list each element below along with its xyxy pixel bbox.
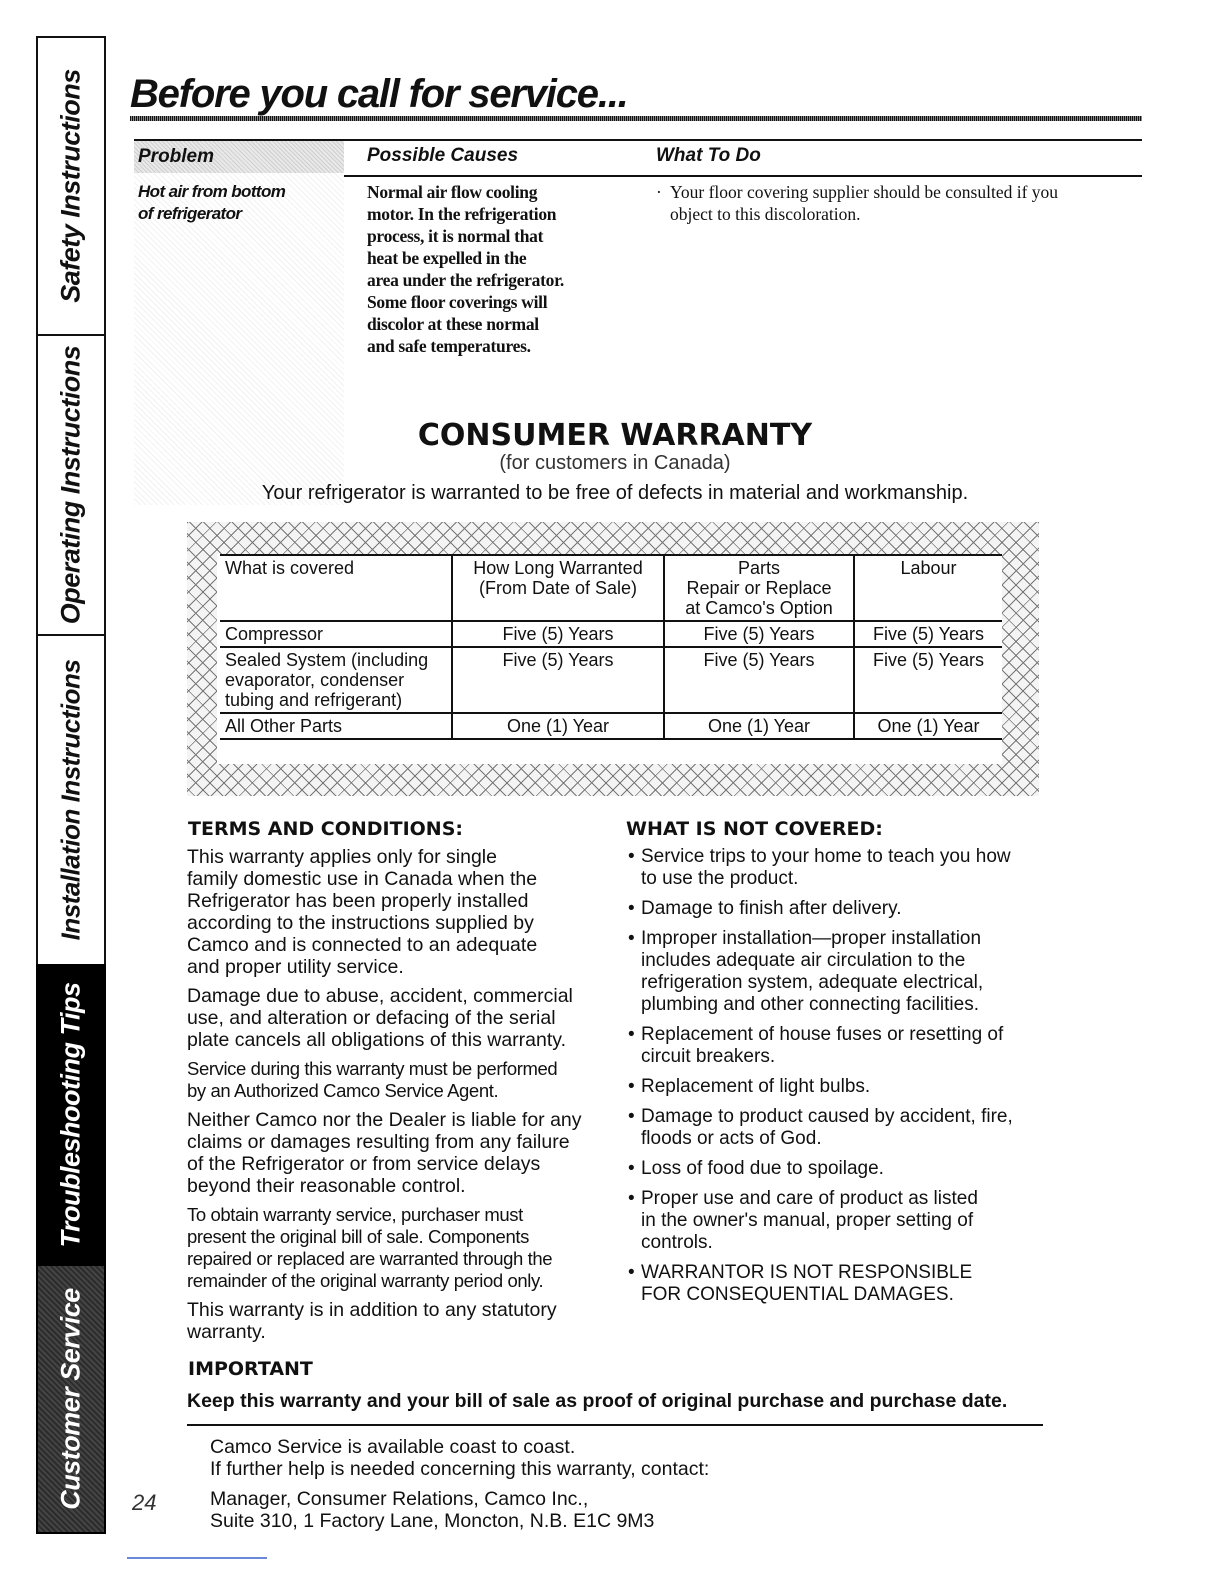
item-line: controls. <box>641 1232 713 1253</box>
header-what-is-covered <box>220 555 452 621</box>
terms-body <box>187 846 607 1350</box>
possible-causes-text <box>367 181 597 357</box>
footer-link-line <box>127 1557 267 1559</box>
item-line: All Other Parts <box>225 716 343 736</box>
header-line: at Camco's Option <box>685 598 833 618</box>
cell-parts: Five (5) Years <box>664 647 854 713</box>
cell-labour: Five (5) Years <box>854 621 1002 647</box>
terms-line: Service during this warranty must be performed <box>187 1058 558 1079</box>
important-heading: IMPORTANT <box>188 1358 313 1380</box>
table-header-row <box>220 555 1002 621</box>
terms-paragraph <box>187 1204 607 1292</box>
column-header-problem: Problem <box>134 141 344 173</box>
page-title: Before you call for service... <box>130 72 628 116</box>
cell-item <box>220 647 452 713</box>
terms-line: warranty. <box>187 1321 266 1343</box>
terms-line: This warranty applies only for single <box>187 846 497 868</box>
cause-line: and safe temperatures. <box>367 336 531 356</box>
item-line: circuit breakers. <box>641 1046 776 1067</box>
table-row <box>220 713 1002 739</box>
terms-line: beyond their reasonable control. <box>187 1175 466 1197</box>
tab-safety-instructions[interactable] <box>36 36 106 334</box>
contact-line: If further help is needed concerning this warranty, contact: <box>210 1458 710 1480</box>
item-line: tubing and refrigerant) <box>225 690 403 710</box>
what-to-do-line: object to this discoloration. <box>670 204 861 224</box>
terms-line: remainder of the original warranty period only. <box>187 1270 544 1291</box>
cell-how-long: Five (5) Years <box>452 647 664 713</box>
terms-line: according to the instructions supplied by <box>187 912 534 934</box>
terms-line: To obtain warranty service, purchaser must <box>187 1204 523 1225</box>
item-line: plumbing and other connecting facilities. <box>641 994 979 1015</box>
item-line: floods or acts of God. <box>641 1128 822 1149</box>
item-line: WARRANTOR IS NOT RESPONSIBLE <box>641 1262 973 1283</box>
cell-how-long: Five (5) Years <box>452 621 664 647</box>
cell-parts: Five (5) Years <box>664 621 854 647</box>
page-number: 24 <box>132 1490 157 1515</box>
header-line: How Long Warranted <box>473 558 643 578</box>
cell-item <box>220 621 452 647</box>
list-item <box>628 1188 1048 1254</box>
cause-line: process, it is normal that <box>367 226 544 246</box>
terms-line: present the original bill of sale. Components <box>187 1226 529 1247</box>
tab-installation-instructions[interactable] <box>36 634 106 964</box>
section-tabs <box>36 36 106 1534</box>
cell-labour: One (1) Year <box>854 713 1002 739</box>
header-line: What is covered <box>225 558 355 578</box>
cause-line: heat be expelled in the <box>367 248 527 268</box>
header-line: Labour <box>900 558 957 578</box>
terms-line: Refrigerator has been properly installed <box>187 890 529 912</box>
terms-paragraph <box>187 1299 607 1343</box>
cause-line: motor. In the refrigeration <box>367 204 557 224</box>
header-how-long <box>452 555 664 621</box>
terms-line: Camco and is connected to an adequate <box>187 934 538 956</box>
terms-line: and proper utility service. <box>187 956 404 978</box>
terms-line: Neither Camco nor the Dealer is liable for any <box>187 1109 582 1131</box>
item-line: Sealed System (including <box>225 650 429 670</box>
item-line: refrigeration system, adequate electrical, <box>641 972 984 993</box>
warranty-table-panel <box>217 554 1002 764</box>
important-note: Keep this warranty and your bill of sale as proof of original purchase and purchase date. <box>187 1390 1008 1412</box>
problem-line: of refrigerator <box>138 204 242 223</box>
list-item <box>628 1262 1048 1306</box>
terms-line: repaired or replaced are warranted through the <box>187 1248 553 1269</box>
table-row <box>220 647 1002 713</box>
item-line: Damage to finish after delivery. <box>641 898 902 919</box>
tab-label: Installation Instructions <box>55 659 86 941</box>
important-divider <box>187 1424 1043 1426</box>
column-header-what-to-do: What To Do <box>656 145 761 166</box>
list-item <box>628 928 1048 1016</box>
list-item <box>628 846 1048 890</box>
item-line: Service trips to your home to teach you how <box>641 846 1011 867</box>
list-item <box>628 1158 1048 1180</box>
item-line: evaporator, condenser <box>225 670 405 690</box>
terms-line: use, and alteration or defacing of the serial <box>187 1007 556 1029</box>
item-line: to use the product. <box>641 868 799 889</box>
not-covered-list <box>628 846 1048 1314</box>
cell-how-long: One (1) Year <box>452 713 664 739</box>
warranty-intro: Your refrigerator is warranted to be free of defects in material and workmanship. <box>261 482 969 504</box>
tab-label: Safety Instructions <box>55 69 86 303</box>
problem-text <box>138 181 298 225</box>
cell-labour: Five (5) Years <box>854 647 1002 713</box>
header-underline <box>344 175 1142 177</box>
terms-line: claims or damages resulting from any failure <box>187 1131 570 1153</box>
header-parts <box>664 555 854 621</box>
heading-divider <box>130 116 1142 121</box>
item-line: includes adequate air circulation to the <box>641 950 966 971</box>
cause-line: Some floor coverings will <box>367 292 548 312</box>
item-line: Proper use and care of product as listed <box>641 1188 978 1209</box>
terms-paragraph <box>187 846 607 978</box>
item-line: in the owner's manual, proper setting of <box>641 1210 974 1231</box>
header-line: (From Date of Sale) <box>478 578 638 598</box>
list-item <box>628 1106 1048 1150</box>
what-to-do-line: Your floor covering supplier should be consulted if you <box>670 182 1059 202</box>
item-line: Damage to product caused by accident, fire, <box>641 1106 1013 1127</box>
header-labour <box>854 555 1002 621</box>
terms-line: by an Authorized Camco Service Agent. <box>187 1080 499 1101</box>
list-item <box>628 1024 1048 1068</box>
terms-line: Damage due to abuse, accident, commercial <box>187 985 573 1007</box>
terms-paragraph <box>187 985 607 1051</box>
item-line: Improper installation—proper installation <box>641 928 982 949</box>
item-line: Replacement of light bulbs. <box>641 1076 871 1097</box>
what-to-do-text <box>656 181 1150 225</box>
warranty-subtitle: (for customers in Canada) <box>499 452 731 474</box>
terms-line: plate cancels all obligations of this warranty. <box>187 1029 567 1051</box>
problem-line: Hot air from bottom <box>138 182 286 201</box>
terms-heading: TERMS AND CONDITIONS: <box>188 818 463 840</box>
cell-parts: One (1) Year <box>664 713 854 739</box>
terms-paragraph <box>187 1109 607 1197</box>
header-line: Parts <box>737 558 780 578</box>
item-line: Replacement of house fuses or resetting of <box>641 1024 1004 1045</box>
tab-label: Operating Instructions <box>55 345 86 625</box>
cause-line: Normal air flow cooling <box>367 182 538 202</box>
warranty-title: CONSUMER WARRANTY <box>417 418 813 453</box>
cause-line: discolor at these normal <box>367 314 539 334</box>
tab-troubleshooting-tips[interactable] <box>36 964 106 1264</box>
tab-customer-service[interactable] <box>36 1264 106 1534</box>
terms-line: of the Refrigerator or from service delays <box>187 1153 541 1175</box>
item-line: Compressor <box>225 624 324 644</box>
terms-line: family domestic use in Canada when the <box>187 868 538 890</box>
warranty-table <box>220 554 1002 740</box>
cause-line: area under the refrigerator. <box>367 270 565 290</box>
bullet-icon: · <box>656 182 662 202</box>
terms-paragraph <box>187 1058 607 1102</box>
warranty-table-frame <box>187 522 1039 796</box>
not-covered-heading: WHAT IS NOT COVERED: <box>626 818 883 840</box>
tab-label: Customer Service <box>55 1288 86 1510</box>
cell-item <box>220 713 452 739</box>
list-item <box>628 1076 1048 1098</box>
contact-line: Suite 310, 1 Factory Lane, Moncton, N.B. E1C 9M3 <box>210 1510 655 1532</box>
column-header-causes: Possible Causes <box>367 145 519 166</box>
contact-info <box>210 1436 1010 1532</box>
contact-line: Manager, Consumer Relations, Camco Inc., <box>210 1488 589 1510</box>
terms-line: This warranty is in addition to any statutory <box>187 1299 557 1321</box>
header-line: Repair or Replace <box>686 578 832 598</box>
item-line: Loss of food due to spoilage. <box>641 1158 884 1179</box>
contact-line: Camco Service is available coast to coast. <box>210 1436 576 1458</box>
table-row <box>220 621 1002 647</box>
list-item <box>628 898 1048 920</box>
item-line: FOR CONSEQUENTIAL DAMAGES. <box>641 1284 954 1305</box>
tab-label: Troubleshooting Tips <box>55 982 86 1248</box>
